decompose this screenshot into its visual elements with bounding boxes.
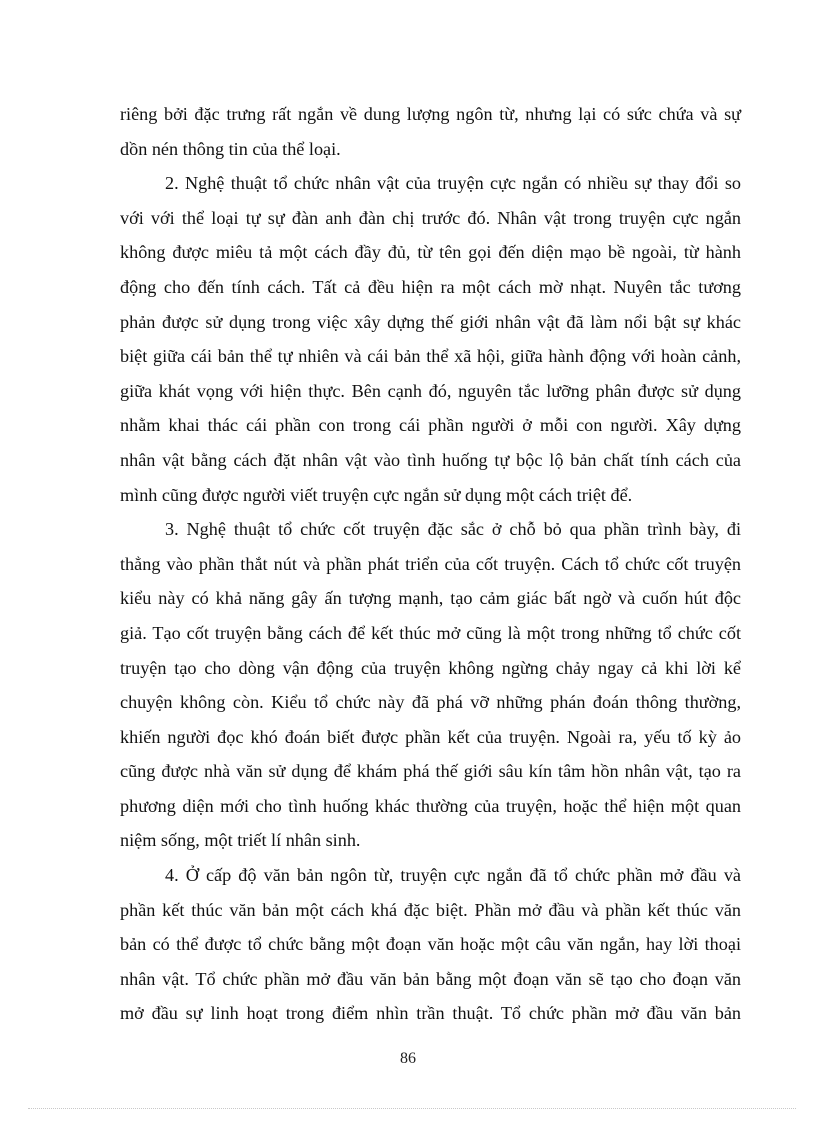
text-line: mở đầu sự linh hoạt trong điểm nhìn trần thuật. Tổ chức phần mở đầu văn bản	[120, 1003, 741, 1024]
text-line: mình cũng được người viết truyện cực ngắn sử dụng một cách triệt để.	[120, 484, 633, 505]
text-line: thẳng vào phần thắt nút và phần phát triển của cốt truyện. Cách tổ chức cốt truyện	[120, 553, 741, 574]
text-line: phương diện mới cho tình huống khác thường của truyện, hoặc thể hiện một quan	[120, 795, 741, 816]
body-text	[120, 97, 741, 1031]
text-line: niệm sống, một triết lí nhân sinh.	[120, 830, 361, 851]
text-line: giả. Tạo cốt truyện bằng cách để kết thúc mở cũng là một trong những tổ chức cốt	[120, 622, 741, 643]
text-line: nhằm khai thác cái phần con trong cái phần người ở mỗi con người. Xây dựng	[120, 415, 741, 436]
text-line: 4. Ở cấp độ văn bản ngôn từ, truyện cực ngắn đã tổ chức phần mở đầu và	[165, 865, 741, 886]
text-line: truyện tạo cho dòng vận động của truyện không ngừng chảy ngay cả khi lời kể	[120, 657, 741, 678]
text-line: dồn nén thông tin của thể loại.	[120, 138, 341, 159]
page-number: 86	[400, 1050, 416, 1067]
paragraph-4	[120, 858, 741, 1031]
text-line: phần kết thúc văn bản một cách khá đặc biệt. Phần mở đầu và phần kết thúc văn	[120, 899, 741, 920]
text-line: phản được sử dụng trong việc xây dựng thế giới nhân vật đã làm nổi bật sự khác	[120, 311, 741, 332]
text-line: 3. Nghệ thuật tổ chức cốt truyện đặc sắc ở chỗ bỏ qua phần trình bày, đi	[165, 519, 741, 540]
text-line: 2. Nghệ thuật tổ chức nhân vật của truyện cực ngắn có nhiều sự thay đổi so	[165, 173, 741, 194]
text-line: giữa khát vọng với hiện thực. Bên cạnh đó, nguyên tắc lưỡng phân được sử dụng	[120, 380, 741, 401]
paragraph-2	[120, 166, 741, 512]
text-line: với với thể loại tự sự đàn anh đàn chị trước đó. Nhân vật trong truyện cực ngắn	[120, 207, 741, 228]
text-line: kiểu này có khả năng gây ấn tượng mạnh, tạo cảm giác bất ngờ và cuốn hút độc	[120, 588, 741, 609]
paragraph-3	[120, 512, 741, 858]
text-line: khiến người đọc khó đoán biết được phần kết của truyện. Ngoài ra, yếu tố kỳ ảo	[120, 726, 741, 747]
text-line: riêng bởi đặc trưng rất ngắn về dung lượng ngôn từ, nhưng lại có sức chứa và sự	[120, 104, 741, 124]
paragraph-1	[120, 97, 741, 166]
text-line: không được miêu tả một cách đầy đủ, từ tên gọi đến diện mạo bề ngoài, từ hành	[120, 242, 741, 263]
text-line: bản có thể được tổ chức bằng một đoạn văn hoặc một câu văn ngắn, hay lời thoại	[120, 934, 741, 955]
text-line: cũng được nhà văn sử dụng để khám phá thế giới sâu kín tâm hồn nhân vật, tạo ra	[120, 761, 741, 782]
text-line: động cho đến tính cách. Tất cả đều hiện ra một cách mờ nhạt. Nuyên tắc tương	[120, 276, 741, 297]
text-line: biệt giữa cái bản thể tự nhiên và cái bản thể xã hội, giữa hành động với hoàn cảnh,	[120, 346, 741, 367]
text-line: nhân vật. Tổ chức phần mở đầu văn bản bằng một đoạn văn sẽ tạo cho đoạn văn	[120, 968, 741, 989]
page-footer-divider	[28, 1108, 796, 1109]
text-line: chuyện không còn. Kiểu tổ chức này đã phá vỡ những phán đoán thông thường,	[120, 692, 741, 713]
text-line: nhân vật bằng cách đặt nhân vật vào tình huống tự bộc lộ bản chất tính cách của	[120, 449, 741, 470]
